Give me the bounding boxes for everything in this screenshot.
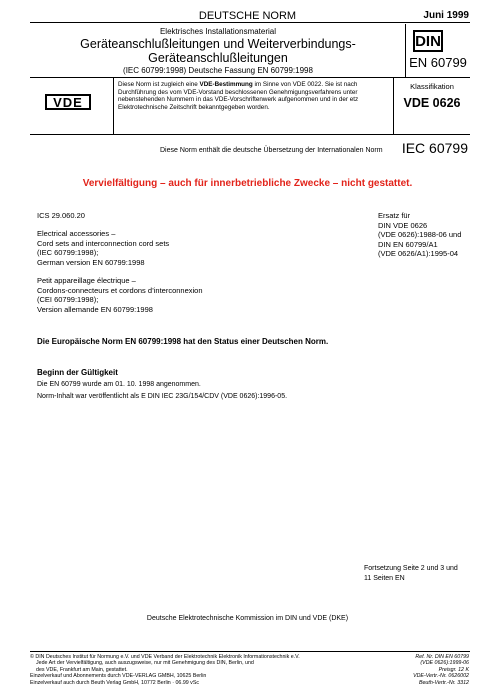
title-line-2: Geräteanschlußleitungen — [148, 51, 288, 65]
vde-note-line-4: Elektrotechnische Zeitschrift bekanntgegeben worden. — [118, 103, 270, 111]
footer-line: des VDE, Frankfurt am Main, gestattet. — [36, 666, 128, 673]
footer-line: Jede Art der Vervielfältigung, auch auszugsweise, nur mit Genehmigung des DIN, Berlin, und — [36, 660, 254, 667]
french-title-line: Version allemande EN 60799:1998 — [37, 304, 153, 314]
commission: Deutsche Elektrotechnische Kommission im DIN und VDE (DKE) — [146, 615, 349, 622]
replacement-info — [378, 211, 461, 259]
continuation-note — [364, 564, 458, 583]
vde-logo-text: VDE — [53, 94, 83, 110]
continuation-line: Fortsetzung Seite 2 und 3 und — [364, 565, 458, 572]
footer-line: Einzelverkauf und Abonnements durch VDE-VERLAG GMBH, 10625 Berlin — [30, 673, 207, 680]
footer-ref-line: Preisgr. 12 K — [438, 666, 469, 673]
english-title-line: Cord sets and interconnection cord sets — [37, 238, 170, 248]
footer-line: Einzelverkauf auch durch Beuth Verlag GmbH, 10772 Berlin · 06.99 vSc — [30, 679, 200, 686]
din-logo — [413, 30, 443, 52]
iec-number: IEC 60799 — [401, 140, 468, 156]
footer-ref-line: (VDE 0626):1999-06 — [420, 660, 469, 667]
replacement-line: (VDE 0626/A1):1995-04 — [378, 249, 459, 258]
subject-area: Elektrisches Installationsmaterial — [159, 27, 277, 36]
footer-reference — [413, 654, 469, 686]
norm-type-label: DEUTSCHE NORM — [198, 10, 297, 22]
footer-rule — [30, 651, 470, 652]
replacement-line: DIN VDE 0626 — [378, 220, 428, 230]
french-title-line: (CEI 60799:1998); — [37, 295, 99, 304]
french-title — [37, 276, 203, 314]
vde-note-line-1 — [118, 81, 386, 89]
vde-bottom-rule — [30, 134, 470, 135]
vde-bestimmung: VDE-Bestimmung — [199, 81, 253, 88]
replacement-line: Ersatz für — [378, 211, 411, 220]
status-statement: Die Europäische Norm EN 60799:1998 hat den Status einer Deutschen Norm. — [37, 337, 329, 346]
title-line-1: Geräteanschlußleitungen und Weiterverbindungs- — [80, 37, 356, 51]
replacement-line: DIN EN 60799/A1 — [378, 239, 438, 249]
top-rule — [30, 22, 470, 23]
french-title-line: Cordons-connecteurs et cordons d’interconnexion — [37, 285, 203, 295]
vde-note-prefix: Diese Norm ist zugleich eine — [118, 81, 200, 88]
footer-ref-line: VDE-Vertr.-Nr. 0626002 — [413, 673, 469, 680]
english-title-line: German version EN 60799:1998 — [37, 257, 145, 267]
vde-note-suffix: im Sinne von VDE 0022. Sie ist nach — [252, 81, 358, 88]
standard-number: EN 60799 — [409, 55, 467, 70]
vde-note-line-3: nebenstehenden Nummern in das VDE-Vorschriftenwerk aufgenommen und in der etz — [118, 96, 359, 104]
english-title-line: (IEC 60799:1998); — [37, 248, 99, 257]
classification-value: VDE 0626 — [403, 96, 461, 110]
header-bottom-rule — [30, 77, 470, 78]
replacement-line: (VDE 0626):1988-06 und — [378, 230, 462, 239]
validity-line-2: Norm-Inhalt war veröffentlicht als E DIN IEC 23G/154/CDV (VDE 0626):1996-05. — [37, 393, 288, 400]
reproduction-warning: Vervielfältigung – auch für innerbetriebliche Zwecke – nicht gestattet. — [82, 178, 413, 189]
validity-heading: Beginn der Gültigkeit — [37, 368, 118, 377]
vde-left-divider — [113, 78, 114, 134]
din-logo-text: DIN — [415, 32, 441, 50]
footer-line: © DIN Deutsches Institut für Normung e.V. und VDE Verband der Elektrotechnik Elektronik Informationstechnik e.V. — [30, 654, 300, 660]
continuation-line: 11 Seiten EN — [364, 574, 405, 582]
footer-ref-line: Ref. Nr. DIN EN 60799 — [415, 654, 469, 660]
vde-note-line-2: Durchführung des vom VDE-Vorstand beschlossenen Genehmigungsverfahrens unter — [118, 88, 358, 96]
publication-date: Juni 1999 — [423, 10, 469, 21]
reference-line: (IEC 60799:1998) Deutsche Fassung EN 60799:1998 — [123, 66, 313, 75]
vde-logo — [45, 94, 91, 110]
vde-note — [118, 81, 386, 111]
footer-ref-line: Beuth-Vertr.-Nr. 3312 — [418, 679, 469, 686]
english-title — [37, 229, 169, 267]
translation-note: Diese Norm enthält die deutsche Übersetzung der Internationalen Norm — [160, 147, 383, 154]
french-title-line: Petit appareillage électrique – — [37, 276, 136, 285]
classification-label: Klassifikation — [410, 82, 454, 91]
english-title-line: Electrical accessories – — [37, 229, 116, 238]
footer-copyright — [30, 654, 300, 686]
validity-line-1: Die EN 60799 wurde am 01. 10. 1998 angenommen. — [37, 381, 201, 388]
ics-code: ICS 29.060.20 — [37, 211, 85, 220]
